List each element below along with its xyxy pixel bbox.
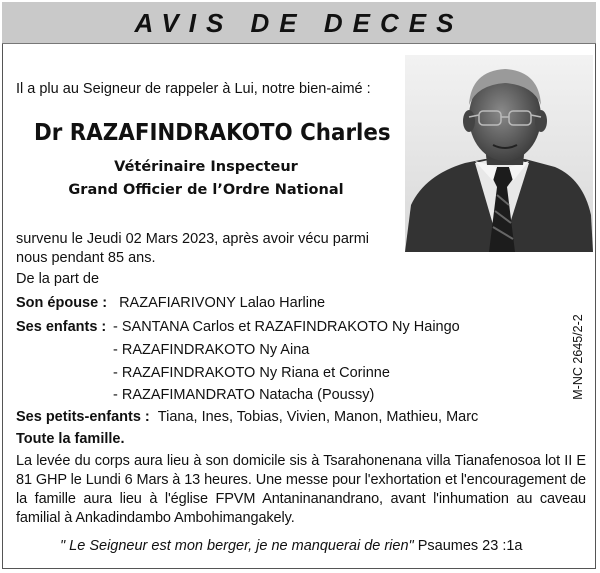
family-text: Toute la famille. bbox=[16, 431, 125, 447]
intro-text: Il a plu au Seigneur de rappeler à Lui, notre bien-aimé : bbox=[16, 81, 371, 97]
child-item: - SANTANA Carlos et RAZAFINDRAKOTO Ny Haingo bbox=[113, 319, 460, 335]
grandchildren-value: Tiana, Ines, Tobias, Vivien, Manon, Mathieu, Marc bbox=[157, 409, 479, 425]
grandchildren-row bbox=[16, 408, 478, 426]
spouse-row bbox=[16, 294, 325, 312]
quote-reference: Psaumes 23 :1a bbox=[413, 538, 523, 554]
de-la-part-text: De la part de bbox=[16, 271, 100, 287]
deceased-name: Dr RAZAFINDRAKOTO Charles bbox=[34, 120, 391, 146]
child-item: - RAZAFINDRAKOTO Ny Aina bbox=[113, 342, 310, 358]
deceased-title-2: Grand Officier de l’Ordre National bbox=[68, 182, 344, 198]
children-label: Ses enfants : bbox=[16, 319, 107, 335]
death-line-1: survenu le Jeudi 02 Mars 2023, après avoir vécu parmi bbox=[16, 231, 370, 247]
spouse-label: Son épouse : bbox=[16, 295, 108, 311]
funeral-paragraph: La levée du corps aura lieu à son domicile sis à Tsarahonenana villa Tianafenosoa lot II E 81 GHP le Lundi 6 Mars à 13 heures. Une messe pour l'exhortation et l'encouragement de la famille aura lieu à l'église FPVM Antaninanandrano, avant l'inhumation au caveau familial à Ankadindambo Ambohimangakely. bbox=[16, 453, 586, 526]
spouse-value: RAZAFIARIVONY Lalao Harline bbox=[119, 295, 326, 311]
child-item: - RAZAFIMANDRATO Natacha (Poussy) bbox=[113, 387, 375, 403]
notice-title: AVIS DE DECES bbox=[134, 8, 464, 38]
child-item: - RAZAFINDRAKOTO Ny Riana et Corinne bbox=[113, 365, 390, 381]
deceased-title-1: Vétérinaire Inspecteur bbox=[114, 159, 298, 175]
death-line-2: nous pendant 85 ans. bbox=[16, 250, 156, 266]
notice-header bbox=[2, 2, 596, 44]
quote-text: " Le Seigneur est mon berger, je ne manquerai de rien" bbox=[60, 538, 414, 554]
reference-code: M-NC 2645/2-2 bbox=[571, 314, 585, 400]
grandchildren-label: Ses petits-enfants : bbox=[16, 409, 150, 425]
quote-line bbox=[60, 538, 523, 554]
portrait-photo-icon bbox=[405, 55, 593, 252]
